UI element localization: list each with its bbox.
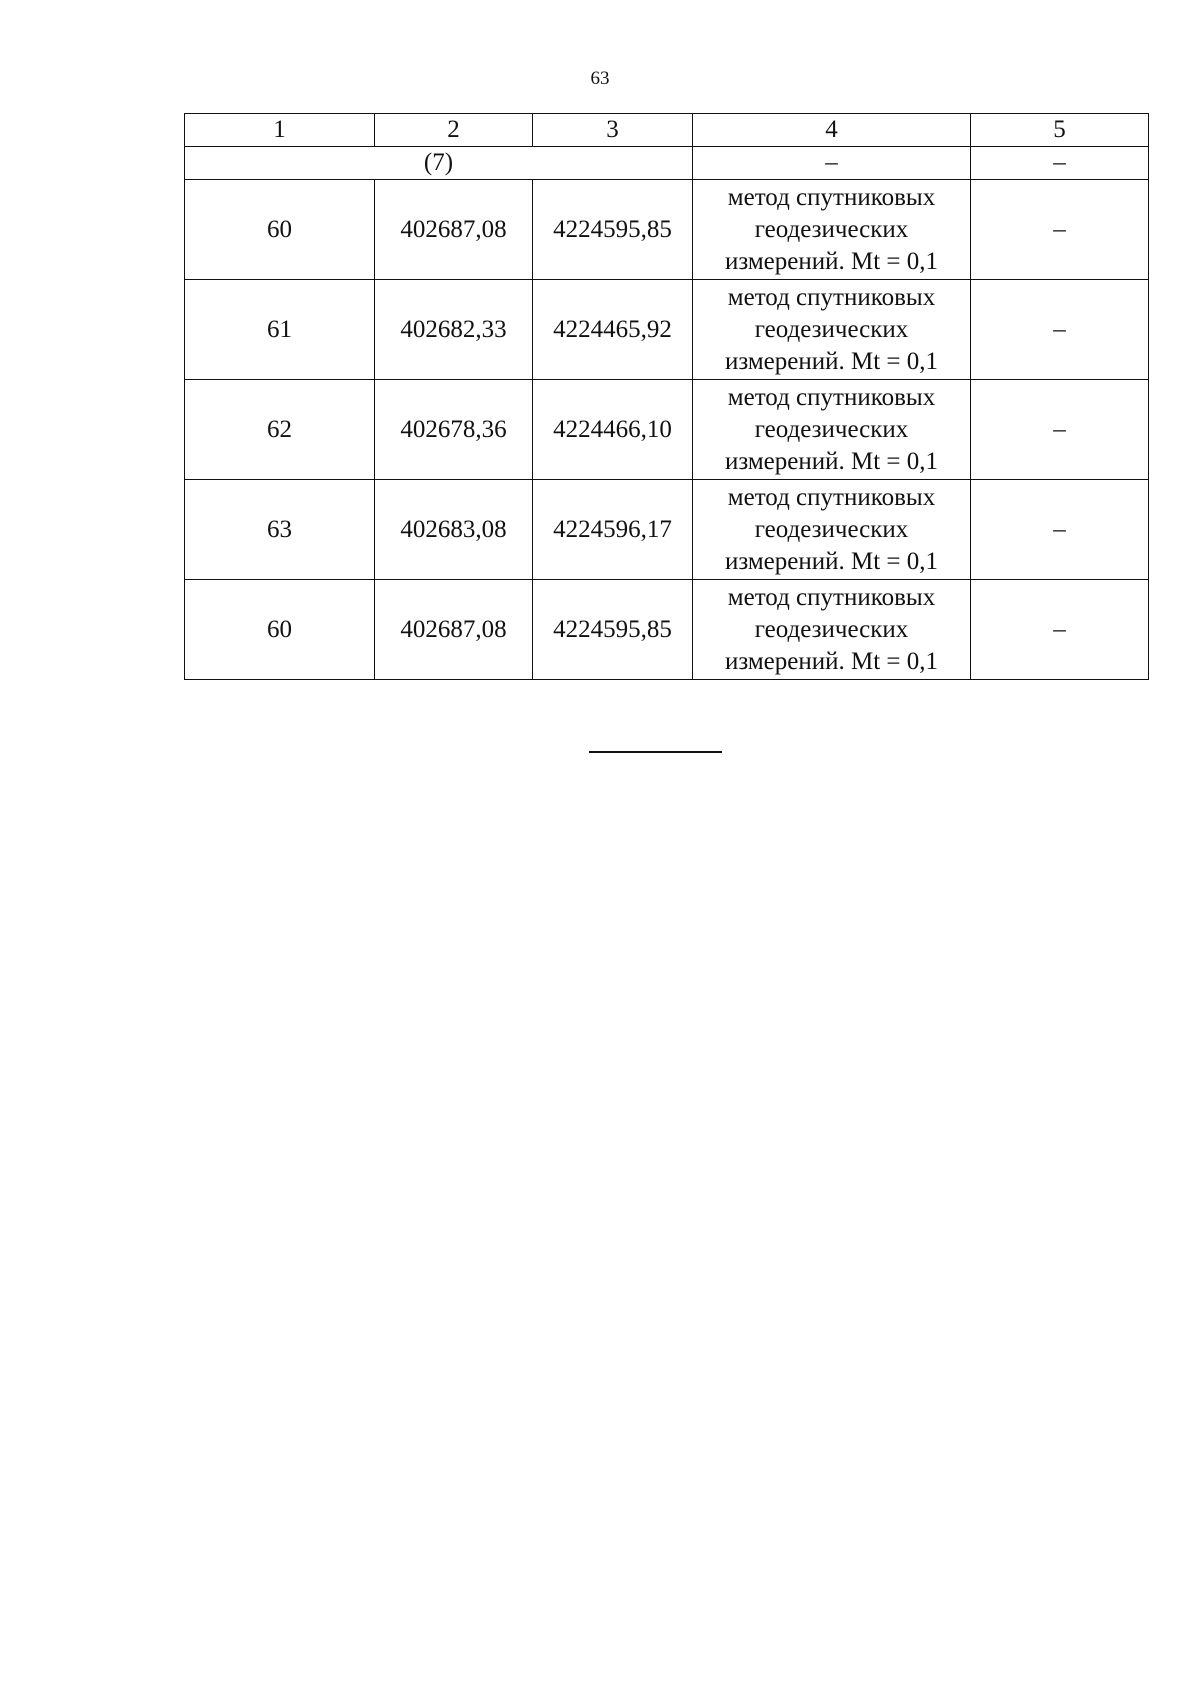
header-cell: 1 bbox=[185, 114, 375, 147]
method-cell bbox=[693, 480, 971, 580]
x-coordinate: 402678,36 bbox=[375, 380, 533, 480]
section-dash: – bbox=[693, 147, 971, 180]
header-cell: 2 bbox=[375, 114, 533, 147]
x-coordinate: 402682,33 bbox=[375, 280, 533, 380]
note-cell: – bbox=[971, 580, 1149, 680]
method-line: измерений. Mt = 0,1 bbox=[724, 347, 939, 375]
y-coordinate: 4224465,92 bbox=[533, 280, 693, 380]
method-line: метод спутниковых bbox=[727, 383, 936, 411]
point-number: 60 bbox=[185, 580, 375, 680]
method-line: геодезических bbox=[754, 515, 909, 543]
method-line: геодезических bbox=[754, 415, 909, 443]
method-cell bbox=[693, 380, 971, 480]
point-number: 62 bbox=[185, 380, 375, 480]
method-line: метод спутниковых bbox=[727, 183, 936, 211]
section-row bbox=[185, 147, 1149, 180]
table-row bbox=[185, 580, 1149, 680]
method-line: геодезических bbox=[754, 315, 909, 343]
note-cell: – bbox=[971, 480, 1149, 580]
method-cell bbox=[693, 280, 971, 380]
section-label: (7) bbox=[185, 147, 693, 180]
end-rule bbox=[589, 751, 722, 753]
method-line: измерений. Mt = 0,1 bbox=[724, 247, 939, 275]
note-cell: – bbox=[971, 280, 1149, 380]
method-line: метод спутниковых bbox=[727, 583, 936, 611]
table-row bbox=[185, 380, 1149, 480]
section-dash: – bbox=[971, 147, 1149, 180]
note-cell: – bbox=[971, 380, 1149, 480]
header-cell: 4 bbox=[693, 114, 971, 147]
table-row bbox=[185, 180, 1149, 280]
table-row bbox=[185, 280, 1149, 380]
header-row bbox=[185, 114, 1149, 147]
method-cell bbox=[693, 180, 971, 280]
point-number: 60 bbox=[185, 180, 375, 280]
method-cell bbox=[693, 580, 971, 680]
method-line: измерений. Mt = 0,1 bbox=[724, 447, 939, 475]
point-number: 63 bbox=[185, 480, 375, 580]
method-line: измерений. Mt = 0,1 bbox=[724, 547, 939, 575]
note-cell: – bbox=[971, 180, 1149, 280]
point-number: 61 bbox=[185, 280, 375, 380]
x-coordinate: 402687,08 bbox=[375, 180, 533, 280]
method-line: метод спутниковых bbox=[727, 283, 936, 311]
y-coordinate: 4224596,17 bbox=[533, 480, 693, 580]
method-line: геодезических bbox=[754, 215, 909, 243]
header-cell: 5 bbox=[971, 114, 1149, 147]
method-line: измерений. Mt = 0,1 bbox=[724, 647, 939, 675]
y-coordinate: 4224595,85 bbox=[533, 180, 693, 280]
method-line: метод спутниковых bbox=[727, 483, 936, 511]
table-row bbox=[185, 480, 1149, 580]
y-coordinate: 4224466,10 bbox=[533, 380, 693, 480]
y-coordinate: 4224595,85 bbox=[533, 580, 693, 680]
coordinates-table bbox=[184, 113, 1149, 680]
x-coordinate: 402687,08 bbox=[375, 580, 533, 680]
x-coordinate: 402683,08 bbox=[375, 480, 533, 580]
method-line: геодезических bbox=[754, 615, 909, 643]
header-cell: 3 bbox=[533, 114, 693, 147]
page-number: 63 bbox=[590, 68, 610, 89]
